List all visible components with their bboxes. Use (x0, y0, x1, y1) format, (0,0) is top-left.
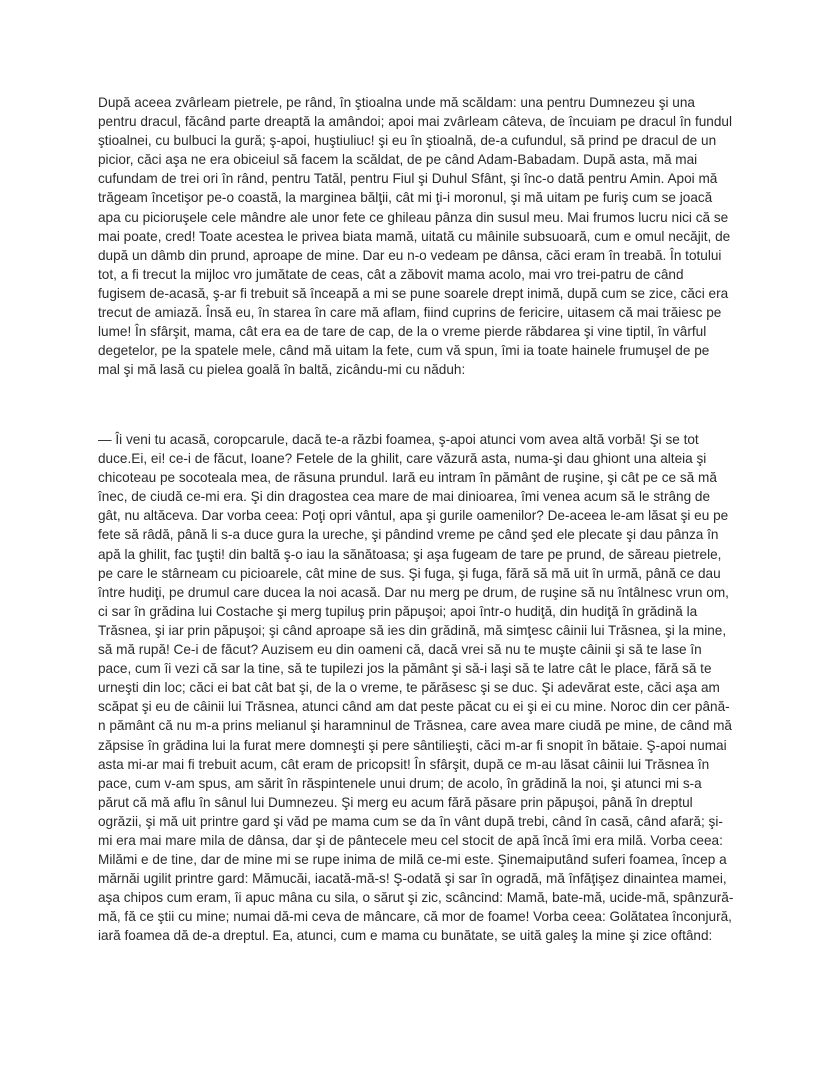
body-paragraph-1: După aceea zvârleam pietrele, pe rând, în ştioalna unde mă scăldam: una pentru Dumnezeu şi una pentru dracul, făcând parte dreaptă la amândoi; apoi mai zvârleam câteva, de încuiam pe dracul în fundul ştioalnei, cu bulbuci la gură; ş-apoi, huştiuliuc! şi eu în ştioalnă, de-a cufundul, să prind pe dracul de un picior, căci aşa ne era obiceiul să facem la scăldat, de pe când Adam-Babadam. După asta, mă mai cufundam de trei ori în rând, pentru Tatăl, pentru Fiul şi Duhul Sfânt, şi înc-o dată pentru Amin. Apoi mă trăgeam încetişor pe-o coastă, la marginea bălţii, cât mi ţi-i moronul, şi mă uitam pe furiş cum se joacă apa cu picioruşele cele mândre ale unor fete ce ghileau pânza din susul meu. Mai frumos lucru nici că se mai poate, cred! Toate acestea le privea biata mamă, uitată cu mâinile subsuoară, cum e omul necăjit, de după un dâmb din prund, aproape de mine. Dar eu n-o vedeam pe dânsa, căci eram în treabă. În totului tot, a fi trecut la mijloc vro jumătate de ceas, cât a zăbovit mama acolo, mai vro trei-patru de când fugisem de-acasă, ş-ar fi trebuit să înceapă a mi se pune soarele drept inimă, după cum se zice, căci era trecut de amiază. Însă eu, în starea în care mă aflam, fiind cuprins de fericire, uitasem că mai trăiesc pe lume! În sfârşit, mama, cât era ea de tare de cap, de la o vreme pierde răbdarea şi vine tiptil, în vârful degetelor, pe la spatele mele, când mă uitam la fete, cum vă spun, îmi ia toate hainele frumuşel de pe mal şi mă lasă cu pielea goală în baltă, zicându-mi cu năduh: (98, 95, 732, 378)
body-paragraph-2: — Îi veni tu acasă, coropcarule, dacă te-a răzbi foamea, ş-apoi atunci vom avea altă vorbă! Şi se tot duce.Ei, ei! ce-i de făcut, Ioane? Fetele de la ghilit, care văzură asta, numa-şi dau ghiont una alteia şi chicoteau pe socoteala mea, de răsuna prundul. Iară eu intram în pământ de ruşine, şi cât pe ce să mă înec, de ciudă ce-mi era. Şi din dragostea cea mare de mai dinioarea, îmi venea acum să le strâng de gât, nu altăceva. Dar vorba ceea: Poţi opri vântul, apa şi gurile oamenilor? De-aceea le-am lăsat şi eu pe fete să râdă, până li s-a duce gura la ureche, şi pândind vreme pe când şed ele plecate şi dau pânza în apă la ghilit, fac ţuşti! din baltă ş-o iau la sănătoasa; şi aşa fugeam de tare pe prund, de săreau pietrele, pe care le stârneam cu picioarele, cât mine de sus. Şi fuga, şi fuga, fără să mă uit în urmă, până ce dau între hudiţi, pe drumul care ducea la noi acasă. Dar nu merg pe drum, de ruşine să nu întâlnesc vrun om, ci sar în grădina lui Costache şi merg tupiluş prin păpuşoi; apoi într-o hudiţă, din hudiţă în grădină la Trăsnea, şi iar prin păpuşoi; şi când aproape să ies din grădină, mă simţesc câinii lui Trăsnea, şi la mine, să mă rupă! Ce-i de făcut? Auzisem eu din oameni că, dacă vrei să nu te muşte câinii şi să te lase în pace, cum îi vezi că sar la tine, să te tupilezi jos la pământ şi să-i laşi să te latre cât le place, fără să te urneşti din loc; căci ei bat cât bat şi, de la o vreme, te părăsesc şi se duc. Şi adevărat este, căci aşa am scăpat şi eu de câinii lui Trăsnea, atunci când am dat peste păcat cu ei şi ei cu mine. Noroc din cer până-n pământ că nu m-a prins melianul şi haramninul de Trăsnea, care avea mare ciudă pe mine, de când mă zăpsise în grădina lui la furat mere domneşti şi pere sântilieşti, căci m-ar fi snopit în bătaie. Ş-apoi numai asta mi-ar mai fi trebuit acum, cât eram de pricopsit! În sfârşit, după ce m-au lăsat câinii lui Trăsnea în pace, cum v-am spus, am sărit în răspintenele unui drum; de acolo, în grădină la noi, şi atunci mi s-a părut că mă aflu în sânul lui Dumnezeu. Şi merg eu acum fără păsare prin păpuşoi, până în dreptul ogrăzii, şi mă uit printre gard şi văd pe mama cum se da în vânt după trebi, când în casă, când afară; şi-mi era mai mare mila de dânsa, dar şi de pântecele meu cel stocit de apă încă îmi era milă. Vorba ceea: Milămi e de tine, dar de mine mi se rupe inima de milă ce-mi este. Şinemaiputând suferi foamea, încep a mărnăi ugilit printre gard: Mămucăi, iacată-mă-s! Ş-odată şi sar în ogradă, mă înfăţişez dinaintea mamei, aşa chipos cum eram, îi apuc mâna cu sila, o sărut şi zic, scâncind: Mamă, bate-mă, ucide-mă, spânzură-mă, fă ce ştii cu mine; numai dă-mi ceva de mâncare, că mor de foame! Vorba ceea: Golătatea înconjură, iară foamea dă de-a dreptul. Ea, atunci, cum e mama cu bunătate, se uită galeş la mine şi zice oftând: (98, 432, 734, 944)
